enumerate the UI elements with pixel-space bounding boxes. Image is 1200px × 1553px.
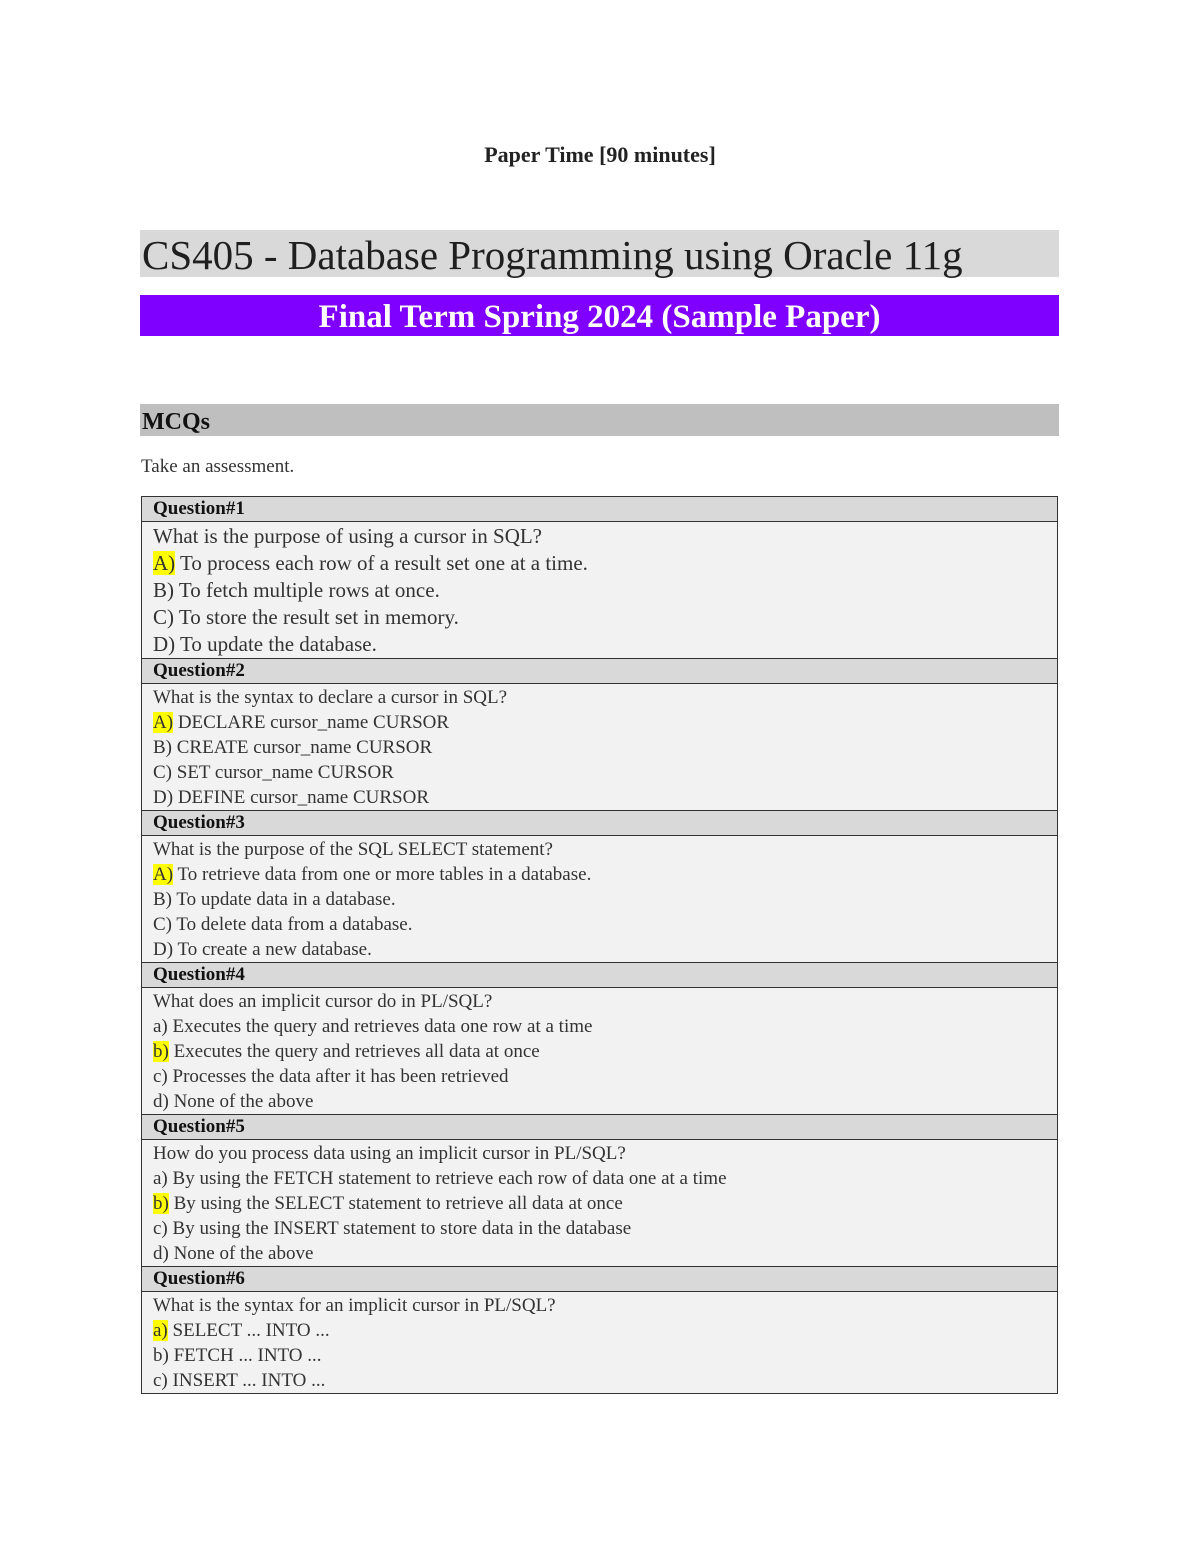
option-key: B)	[153, 578, 174, 602]
option-text: INSERT ... INTO ...	[167, 1370, 326, 1391]
correct-answer-marker: b)	[153, 1193, 169, 1214]
option-text: Executes the query and retrieves data one row at a time	[167, 1016, 593, 1037]
option-text: By using the SELECT statement to retrieve all data at once	[168, 1193, 623, 1214]
option-text: SET cursor_name CURSOR	[172, 762, 394, 783]
question-body	[142, 522, 1057, 659]
option-c	[153, 1064, 1057, 1089]
question-header: Question#4	[142, 963, 1057, 988]
option-key: d)	[153, 1243, 169, 1264]
correct-answer-marker: b)	[153, 1041, 169, 1062]
option-a	[153, 1318, 1057, 1343]
correct-answer-marker: a)	[153, 1320, 168, 1341]
option-text: CREATE cursor_name CURSOR	[172, 737, 433, 758]
term-title-banner	[140, 295, 1059, 336]
question-header: Question#2	[142, 659, 1057, 684]
option-text: To store the result set in memory.	[174, 605, 459, 629]
question-header: Question#6	[142, 1267, 1057, 1292]
question-text: What does an implicit cursor do in PL/SQL?	[153, 991, 493, 1012]
option-key: B)	[153, 737, 172, 758]
question-text: What is the purpose of the SQL SELECT statement?	[153, 839, 553, 860]
option-text: To delete data from a database.	[172, 914, 413, 935]
question-text: How do you process data using an implicit cursor in PL/SQL?	[153, 1143, 626, 1164]
correct-answer-marker: A)	[153, 864, 174, 885]
option-c	[153, 1216, 1057, 1241]
option-text: To create a new database.	[173, 939, 372, 960]
option-text: To fetch multiple rows at once.	[174, 578, 440, 602]
paper-time: Paper Time [90 minutes]	[484, 142, 716, 167]
option-c	[153, 760, 1057, 785]
option-text: To update data in a database.	[172, 889, 396, 910]
option-b	[153, 1343, 1057, 1368]
option-key: b)	[153, 1345, 169, 1366]
question-body	[142, 988, 1057, 1115]
question-body	[142, 1292, 1057, 1393]
option-key: d)	[153, 1091, 169, 1112]
option-text: DECLARE cursor_name CURSOR	[173, 712, 450, 733]
option-b	[153, 1191, 1057, 1216]
question-text: What is the purpose of using a cursor in SQL?	[153, 524, 543, 548]
option-b	[153, 735, 1057, 760]
option-b	[153, 1039, 1057, 1064]
question-text: What is the syntax for an implicit cursor in PL/SQL?	[153, 1295, 556, 1316]
option-text: To update the database.	[175, 632, 377, 656]
option-d	[153, 631, 1057, 658]
question-header: Question#1	[142, 497, 1057, 522]
option-text: Processes the data after it has been retrieved	[167, 1066, 509, 1087]
question-body	[142, 684, 1057, 811]
option-key: C)	[153, 605, 174, 629]
question-text: What is the syntax to declare a cursor in SQL?	[153, 687, 508, 708]
option-text: DEFINE cursor_name CURSOR	[173, 787, 430, 808]
intro-text: Take an assessment.	[141, 456, 295, 477]
option-text: To process each row of a result set one at a time.	[175, 551, 588, 575]
option-b	[153, 887, 1057, 912]
option-text: By using the FETCH statement to retrieve each row of data one at a time	[167, 1168, 727, 1189]
question-body	[142, 1140, 1057, 1267]
option-text: Executes the query and retrieves all data at once	[168, 1041, 540, 1062]
correct-answer-marker: A)	[153, 712, 174, 733]
section-banner	[140, 404, 1059, 436]
option-c	[153, 1368, 1057, 1393]
option-a	[153, 1014, 1057, 1039]
option-key: a)	[153, 1168, 168, 1189]
option-text: To retrieve data from one or more tables in a database.	[173, 864, 592, 885]
option-text: FETCH ... INTO ...	[168, 1345, 322, 1366]
option-a	[153, 710, 1057, 735]
option-key: a)	[153, 1016, 168, 1037]
option-c	[153, 912, 1057, 937]
course-title-banner	[140, 230, 1059, 277]
option-c	[153, 604, 1057, 631]
questions-table	[141, 496, 1058, 1394]
option-key: c)	[153, 1066, 168, 1087]
course-title: CS405 - Database Programming using Oracle 11g	[142, 232, 963, 278]
option-b	[153, 577, 1057, 604]
option-key: B)	[153, 889, 172, 910]
option-a	[153, 1166, 1057, 1191]
question-body	[142, 836, 1057, 963]
option-d	[153, 937, 1057, 962]
option-key: c)	[153, 1370, 168, 1391]
option-text: None of the above	[168, 1243, 314, 1264]
option-key: D)	[153, 939, 174, 960]
option-key: C)	[153, 762, 172, 783]
option-text: None of the above	[168, 1091, 314, 1112]
option-key: D)	[153, 787, 174, 808]
option-a	[153, 862, 1057, 887]
question-header: Question#3	[142, 811, 1057, 836]
option-text: By using the INSERT statement to store data in the database	[167, 1218, 632, 1239]
option-d	[153, 1241, 1057, 1266]
option-key: C)	[153, 914, 172, 935]
option-d	[153, 785, 1057, 810]
option-d	[153, 1089, 1057, 1114]
option-key: D)	[153, 632, 176, 656]
option-text: SELECT ... INTO ...	[167, 1320, 330, 1341]
section-title: MCQs	[142, 409, 210, 435]
correct-answer-marker: A)	[153, 551, 176, 575]
question-header: Question#5	[142, 1115, 1057, 1140]
term-title: Final Term Spring 2024 (Sample Paper)	[318, 299, 881, 335]
option-a	[153, 550, 1057, 577]
option-key: c)	[153, 1218, 168, 1239]
